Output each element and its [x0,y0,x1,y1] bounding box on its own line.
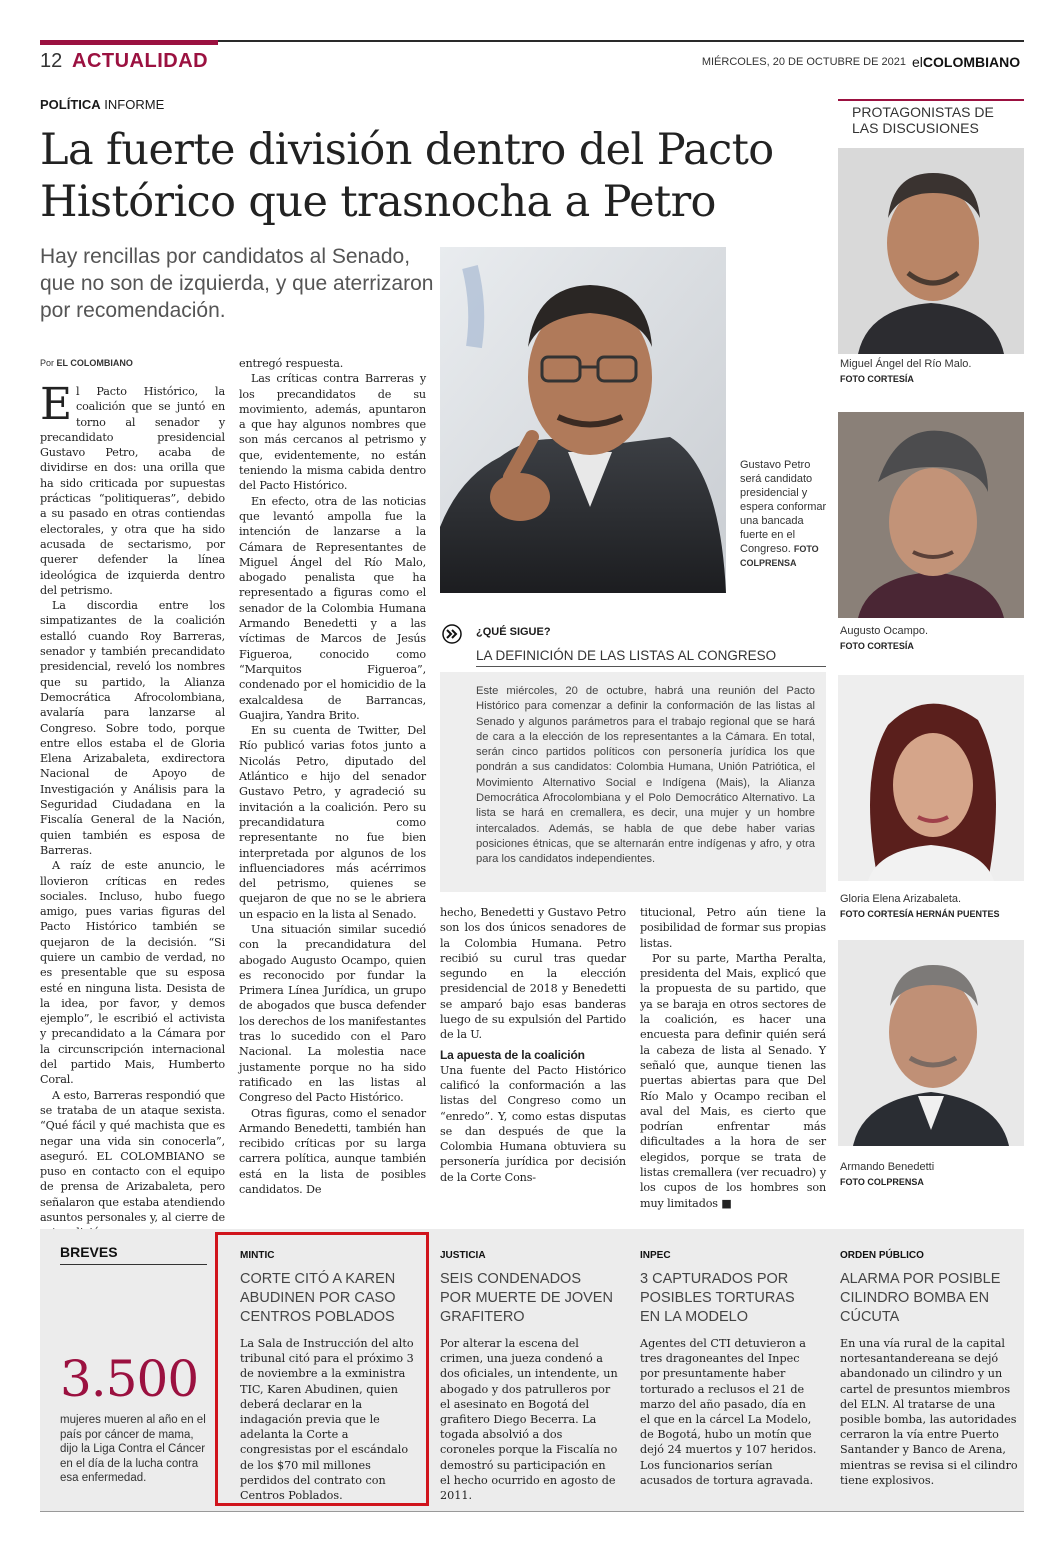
que-sigue-title: LA DEFINICIÓN DE LAS LISTAS AL CONGRESO [476,648,826,667]
article-paragraph: Por su parte, Martha Peralta, presidenta del Mais, explicó que la propuesta de su partido, que ya se baraja en otros sectores de la coalición, es hacer una encuesta para definir quién será la cabeza de lista al Senado. Y señaló que, aunque tienen las puertas abiertas para que Del Río Malo y Ocampo reciban el aval del Mais, es cierto que podrían enfrentar más dificultades a la hora de ser elegidos, porque se trata de listas cremallera (ver recuadro) y los cupos de los hombres son muy limitados ■ [640,951,826,1210]
sidebar-accent-rule [838,99,1024,101]
article-byline [40,358,133,368]
issue-date: MIÉRCOLES, 20 DE OCTUBRE DE 2021 [701,56,906,68]
profile-photo-arizabaleta [838,675,1024,881]
profile-credit: FOTO COLPRENSA [840,1177,924,1187]
profile-credit: FOTO CORTESÍA [840,641,914,651]
byline-author: EL COLOMBIANO [56,358,133,368]
brief-body: En una vía rural de la capital nortesantandereana se dejó abandonado un cilindro y un cartel de presuntos miembros del ELN. Al tratarse de una posible bomba, las autoridades cerraron la vía entre Puerto Santander y Banco de Arena, mientras se revisa si el cilindro tiene explosivos. [840,1337,1018,1487]
main-photo-caption [740,458,830,570]
breves-rule [60,1264,207,1265]
profile-name: Augusto Ocampo. [840,625,929,637]
que-sigue-box [440,672,826,892]
brief-title: 3 CAPTURADOS POR POSIBLES TORTURAS EN LA MODELO [640,1271,795,1325]
article-paragraph: Las críticas contra Barreras y los precandidatos de su movimiento, además, apuntaron a que hay algunos nombres que son más cercanos al petrismo y que, evidentemente, no están teniendo la misma cabida dentro del Pacto Histórico. [239,372,426,493]
photo-caption-text: Gustavo Petro será candidato presidencial y espera conformar una bancada fuerte en el Congreso. [740,459,827,555]
highlight-box-mintic [215,1232,429,1506]
page-number: 12 [40,50,63,72]
article-paragraph: hecho, Benedetti y Gustavo Petro son los dos únicos senadores de la Colombia Humana. Petro recibió su curul tras quedar segundo en la elección presidencial de 2018 y Benedetti se amparó bajo esas banderas luego de su expulsión del Partido de la U. [440,906,626,1042]
que-sigue-body: Este miércoles, 20 de octubre, habrá una reunión del Pacto Histórico para comenzar a definir la conformación de las listas al Senado y algunos parámetros para el trabajo regional que se hará de cara a la elección de los representantes a la Cámara. En total, serán cinco partidos políticos con personería jurídica los que pondrán a sus candidatos: Colombia Humana, Unión Patriótica, el Movimiento Alternativo Social e Indígena (Mais), la Alianza Democrática Afrocolombiana y el Polo Democrático Alternativo. La lista se hará en cremallera, es decir, una mujer y un hombre intercalados. Además, se habla de que debe haber varias posiciones étnicas, que se alternarán entre indígenas y afro, y otra para los candidatos independientes. [476,685,815,866]
article-paragraph: En efecto, otra de las noticias que levantó ampolla fue la intención de lanzarse a la Cámara de Representantes de Miguel Ángel del Río Malo, abogado penalista que ha representado a figuras como el senador de la Colombia Humana Armando Benedetti y a las víctimas de Marcos de Jesús Figueroa, conocido como “Marquitos Figueroa”, condenado por el homicidio de la exalcaldesa de Barrancas, Guajira, Yandra Brito. [239,494,426,722]
profile-credit: FOTO CORTESÍA HERNÁN PUENTES [840,909,1000,919]
brief-category: INPEC [640,1250,671,1261]
double-chevron-icon [442,624,462,644]
article-column-1 [40,379,225,1241]
article-paragraph: entregó respuesta. [239,357,344,370]
profile-photo-ocampo [838,412,1024,618]
drop-cap: E [40,379,72,430]
article-paragraph: titucional, Petro aún tiene la posibilidad de formar sus propias listas. [640,906,826,950]
byline-prefix: Por [40,358,55,368]
article-paragraph: El Pacto Histórico, la coalición que se juntó en torno al senador y precandidato presidencial Gustavo Petro, acaba de dividirse en dos: una orilla que ha sido criticada por supuestas prácticas “politiqueras”, debido a su pasado en otras contiendas electorales, y otra que ha sido acusada de sectarismo, por querer defender la línea ideológica de izquierda dentro del petrismo. [40,379,225,597]
breves-label: BREVES [60,1244,118,1260]
brief-category: MINTIC [240,1250,275,1261]
brief-title: SEIS CONDENADOS POR MUERTE DE JOVEN GRAFITERO [440,1271,613,1325]
masthead-prefix: el [912,54,923,70]
masthead-logo [912,54,1020,70]
article-paragraph: A esto, Barreras respondió que se trataba de un ataque sexista. “Qué fácil y qué machista que es negar una vida sin conocerla”, aseguró. EL COLOMBIANO se puso en contacto con el equipo de prensa de Arizabaleta, pero señalaron que estaba atendiendo asuntos personales y, al cierre de [40,1088,225,1225]
article-kicker [40,97,164,112]
article-column-2 [239,356,426,1197]
brief-category: JUSTICIA [440,1250,486,1261]
article-column-3 [440,905,626,1185]
article-paragraph: En su cuenta de Twitter, Del Río publicó varias fotos junto a Nicolás Petro, diputado del Atlántico e hijo del senador Gustavo Petro, y agradeció su invitación a la coalición. Pero su precandidatura como representante no fue bien interpretada por algunos de los influenciadores más acérrimos del petrismo, quienes se quejaron de que no se le abriera un espacio en la lista al Senado. [239,724,426,921]
profile-name: Miguel Ángel del Río Malo. [840,358,972,370]
kicker-section: POLÍTICA [40,97,101,112]
brief-body: Agentes del CTI detuvieron a tres dragoneantes del Inpec por presuntamente haber torturado a reclusos el 21 de marzo del año pasado, día en el que en la cárcel La Modelo, de Bogotá, hubo un motín que dejó 24 muertos y 107 heridos. Los funcionarios serían acusados de tortura agravada. [640,1337,817,1487]
breves-stat-number: 3.500 [60,1350,199,1408]
article-deck: Hay rencillas por candidatos al Senado, que no son de izquierda, y que aterrizaron por recomendación. [40,245,434,322]
article-paragraph: Otras figuras, como el senador Armando Benedetti, también han recibido críticas por su larga carrera política, aunque también está en la lista de posibles candidatos. De [239,1106,426,1197]
brief-body: La Sala de Instrucción del alto tribunal citó para el próximo 3 de noviembre a la exministra TIC, Karen Abudinen, quien deberá declarar en la indagación previa que le adelanta la Corte a congresistas por el escándalo de los $70 mil millones perdidos del contrato con Centros Poblados. [240,1337,414,1503]
profile-credit: FOTO CORTESÍA [840,374,914,384]
profile-photo-del-rio [838,148,1024,354]
article-subhead: La apuesta de la coalición [440,1047,585,1062]
brief-title: ALARMA POR POSIBLE CILINDRO BOMBA EN CÚCUTA [840,1271,1001,1325]
brief-title: CORTE CITÓ A KAREN ABUDINEN POR CASO CENTROS POBLADOS [240,1271,396,1325]
main-photo-gustavo-petro [440,247,726,593]
breves-stat-text: mujeres mueren al año en el país por cáncer de mama, dijo la Liga Contra el Cáncer en el día de la lucha contra esa enfermedad. [60,1414,206,1484]
footer-rule [40,1511,1024,1512]
article-paragraph: Una situación similar sucedió con la precandidatura del abogado Augusto Ocampo, quien es reconocido por fundar la Primera Línea Jurídica, un grupo de abogados que busca defender los derechos de los manifestantes tras lo sucedido con el Paro Nacional. La molestia nace justamente porque no ha sido ratificado en las listas al Congreso del Pacto Histórico. [239,922,426,1105]
brief-body: Por alterar la escena del crimen, una jueza condenó a dos oficiales, un intendente, un abogado y dos patrulleros por el asesinato en Bogotá del grafitero Diego Becerra. La togada absolvió a dos coroneles porque la Fiscalía no demostró su participación en el hecho ocurrido en agosto de 2011. [440,1337,618,1503]
photo-credit: FOTO COLPRENSA [740,544,819,568]
que-sigue-label: ¿QUÉ SIGUE? [476,626,551,638]
article-headline: La fuerte división dentro del Pacto Histórico que trasnocha a Petro [40,125,774,227]
top-accent-bar [40,40,218,45]
brief-category: ORDEN PÚBLICO [840,1250,924,1261]
article-paragraph: La discordia entre los simpatizantes de la coalición estalló cuando Roy Barreras, senador y también precandidato presidencial, reveló los nombres que su partido, la Alianza Democrática Afrocolombiana, avalaría para lanzarse al Congreso. Sobre todo, porque entre ellos estaba el de Gloria Elena Arizabaleta, exdirectora Nacional de Apoyo de Investigación y Análisis para la Seguridad Ciudadana en la Fiscalía General de la Nación, quien también es esposa de Barreras. [40,599,225,857]
petro-photo-illustration [440,247,726,593]
article-column-4 [640,905,826,1211]
kicker-type: INFORME [104,97,165,112]
profile-name: Gloria Elena Arizabaleta. [840,893,962,905]
article-paragraph: A raíz de este anuncio, le llovieron críticas en redes sociales. Incluso, hubo fuego amigo, pues varias figuras del Pacto Histórico también se quejaron de la decisión. “Si quiere un cambio de verdad, no es presentable que su esposa esté en ninguna lista. Desista de la idea, por favor, y demos ejemplo”, le escribió el activista y precandidato a la Cámara por la circunscripción internacional del partido Mais, Humberto Coral. [40,859,225,1087]
sidebar-title: PROTAGONISTAS DE LAS DISCUSIONES [852,104,994,136]
section-name: ACTUALIDAD [72,50,209,72]
profile-name: Armando Benedetti [840,1161,935,1173]
article-paragraph: Una fuente del Pacto Histórico calificó la conformación a las listas del Congreso como un “enredo”. Y, como estas disputas se dan después de que la Colombia Humana obtuviera su personería jurídica por decisión de la Corte Cons- [440,1063,626,1184]
masthead-name: COLOMBIANO [922,54,1021,70]
profile-photo-benedetti [838,940,1024,1146]
